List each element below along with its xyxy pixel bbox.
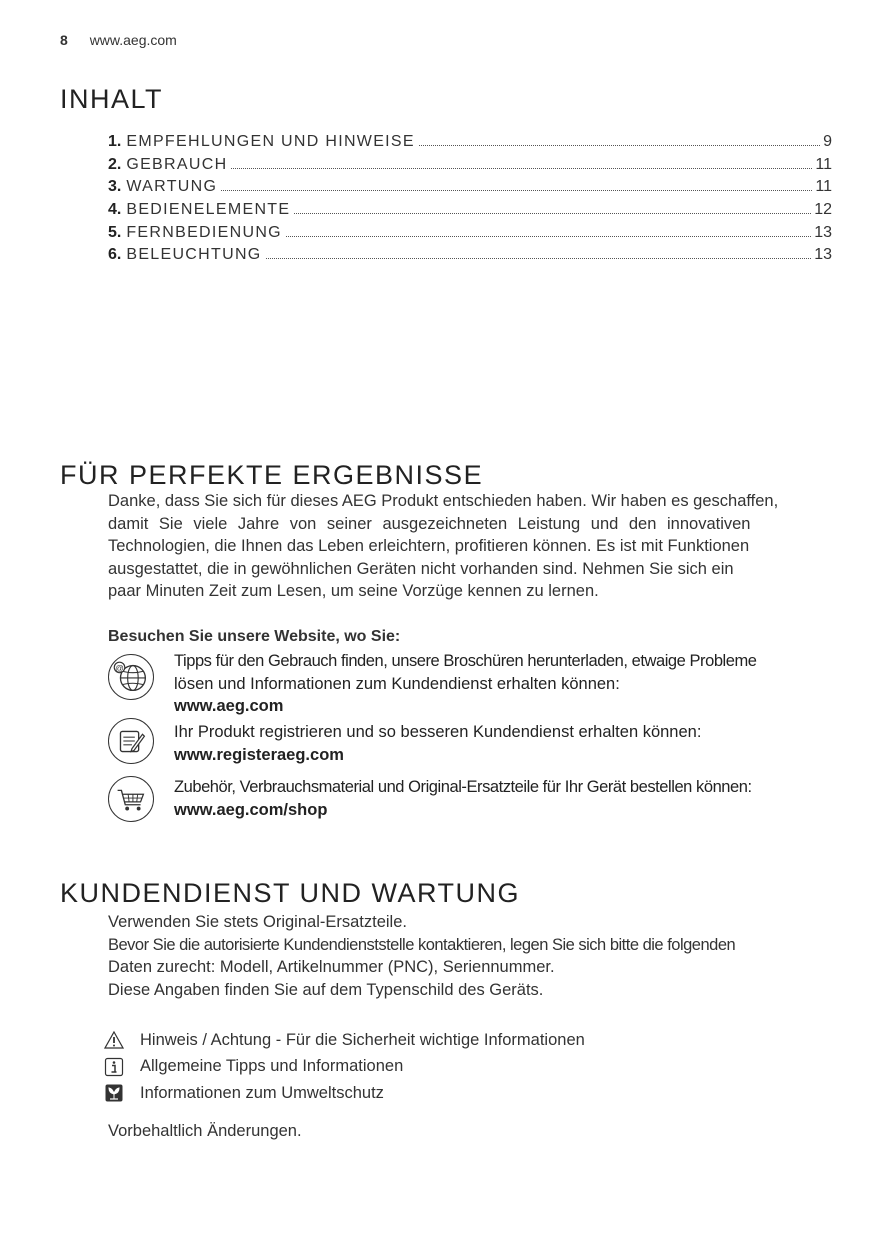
footer-note: Vorbehaltlich Änderungen. [108, 1122, 302, 1140]
toc-item[interactable] [108, 133, 832, 156]
service-line: Zubehör, Verbrauchsmaterial und Original-Ersatzteile für Ihr Gerät bestellen können: [174, 778, 752, 796]
toc-item-number: 6. [108, 246, 122, 264]
footer-note-block [108, 1120, 834, 1143]
toc-item[interactable] [108, 178, 832, 201]
warning-triangle-icon [104, 1030, 124, 1050]
toc-leader-dots [294, 213, 811, 214]
service-text [174, 721, 836, 766]
toc-leader-dots [266, 258, 812, 259]
symbol-legend [104, 1027, 585, 1107]
website-heading-block [108, 628, 834, 646]
perfekt-title: FÜR PERFEKTE ERGEBNISSE [60, 460, 484, 490]
toc-leader-dots [221, 190, 812, 191]
toc-item-label: BELEUCHTUNG [126, 246, 262, 264]
intro-line: ausgestattet, die in gewöhnlichen Geräten nicht vorhanden sind. Nehmen Sie sich ein [108, 559, 734, 578]
kundendienst-title: KUNDENDIENST UND WARTUNG [60, 878, 521, 908]
website-link[interactable]: www.aeg.com [174, 697, 284, 715]
intro-line: damit Sie viele Jahre von seiner ausgezeichneten Leistung und den innovativen [108, 514, 751, 533]
kundendienst-paragraph [108, 911, 834, 1001]
kundendienst-line: Verwenden Sie stets Original-Ersatzteile. [108, 913, 407, 931]
service-line: Ihr Produkt registrieren und so besseren Kundendienst erhalten können: [174, 723, 702, 741]
legend-label: Hinweis / Achtung - Für die Sicherheit wichtige Informationen [140, 1030, 585, 1049]
shopping-cart-icon [108, 776, 154, 822]
kundendienst-line: Daten zurecht: Modell, Artikelnummer (PNC), Seriennummer. [108, 958, 555, 976]
toc-item-number: 5. [108, 223, 122, 241]
toc-item[interactable] [108, 224, 832, 247]
toc-item-page: 11 [815, 178, 832, 196]
toc-item-number: 4. [108, 201, 122, 219]
intro-line: Danke, dass Sie sich für dieses AEG Produkt entschieden haben. Wir haben es geschaffen, [108, 492, 779, 510]
toc-item[interactable] [108, 201, 832, 224]
toc-leader-dots [286, 236, 811, 237]
register-pen-icon [108, 718, 154, 764]
toc-item[interactable] [108, 156, 832, 179]
toc-item-page: 9 [823, 133, 832, 150]
service-text [174, 776, 836, 821]
legend-label: Allgemeine Tipps und Informationen [140, 1057, 404, 1076]
toc-item-page: 13 [814, 223, 832, 241]
intro-paragraph [108, 490, 834, 603]
toc-item-number: 1. [108, 133, 122, 150]
intro-line: paar Minuten Zeit zum Lesen, um seine Vorzüge kennen zu lernen. [108, 582, 599, 600]
header-url[interactable]: www.aeg.com [89, 32, 177, 48]
toc-item-label: WARTUNG [126, 178, 218, 196]
svg-text:@: @ [115, 662, 124, 673]
table-of-contents [108, 133, 832, 269]
environment-leaf-icon [104, 1083, 124, 1103]
service-line: Tipps für den Gebrauch finden, unsere Broschüren herunterladen, etwaige Probleme [174, 652, 757, 670]
globe-at-icon [108, 654, 154, 700]
service-line: lösen und Informationen zum Kundendienst erhalten können: [174, 674, 620, 693]
register-link[interactable]: www.registeraeg.com [174, 745, 344, 764]
inhalt-title: INHALT [60, 84, 164, 114]
toc-item-page: 13 [814, 246, 832, 264]
legend-item-warning [104, 1027, 585, 1054]
info-icon [104, 1057, 124, 1077]
legend-item-environment [104, 1080, 585, 1107]
shop-link[interactable]: www.aeg.com/shop [174, 800, 328, 819]
toc-item-label: FERNBEDIENUNG [126, 223, 282, 241]
website-heading: Besuchen Sie unsere Website, wo Sie: [108, 628, 401, 645]
kundendienst-line: Bevor Sie die autorisierte Kundendienststelle kontaktieren, legen Sie sich bitte die folgenden [108, 935, 736, 954]
toc-item[interactable] [108, 246, 832, 269]
legend-item-info [104, 1054, 585, 1081]
toc-item-label: GEBRAUCH [126, 155, 228, 173]
toc-leader-dots [231, 168, 812, 169]
toc-item-number: 2. [108, 155, 122, 173]
service-text [174, 650, 836, 718]
toc-item-number: 3. [108, 178, 122, 196]
legend-label: Informationen zum Umweltschutz [140, 1083, 384, 1102]
toc-item-label: BEDIENELEMENTE [126, 201, 291, 219]
intro-line: Technologien, die Ihnen das Leben erleichtern, profitieren können. Es ist mit Funktionen [108, 537, 750, 555]
page-header [60, 32, 177, 48]
toc-item-page: 11 [815, 155, 832, 173]
toc-leader-dots [419, 145, 820, 146]
kundendienst-line: Diese Angaben finden Sie auf dem Typenschild des Geräts. [108, 980, 544, 999]
page-number: 8 [60, 32, 68, 48]
toc-item-label: EMPFEHLUNGEN UND HINWEISE [126, 133, 415, 150]
toc-item-page: 12 [814, 201, 832, 219]
